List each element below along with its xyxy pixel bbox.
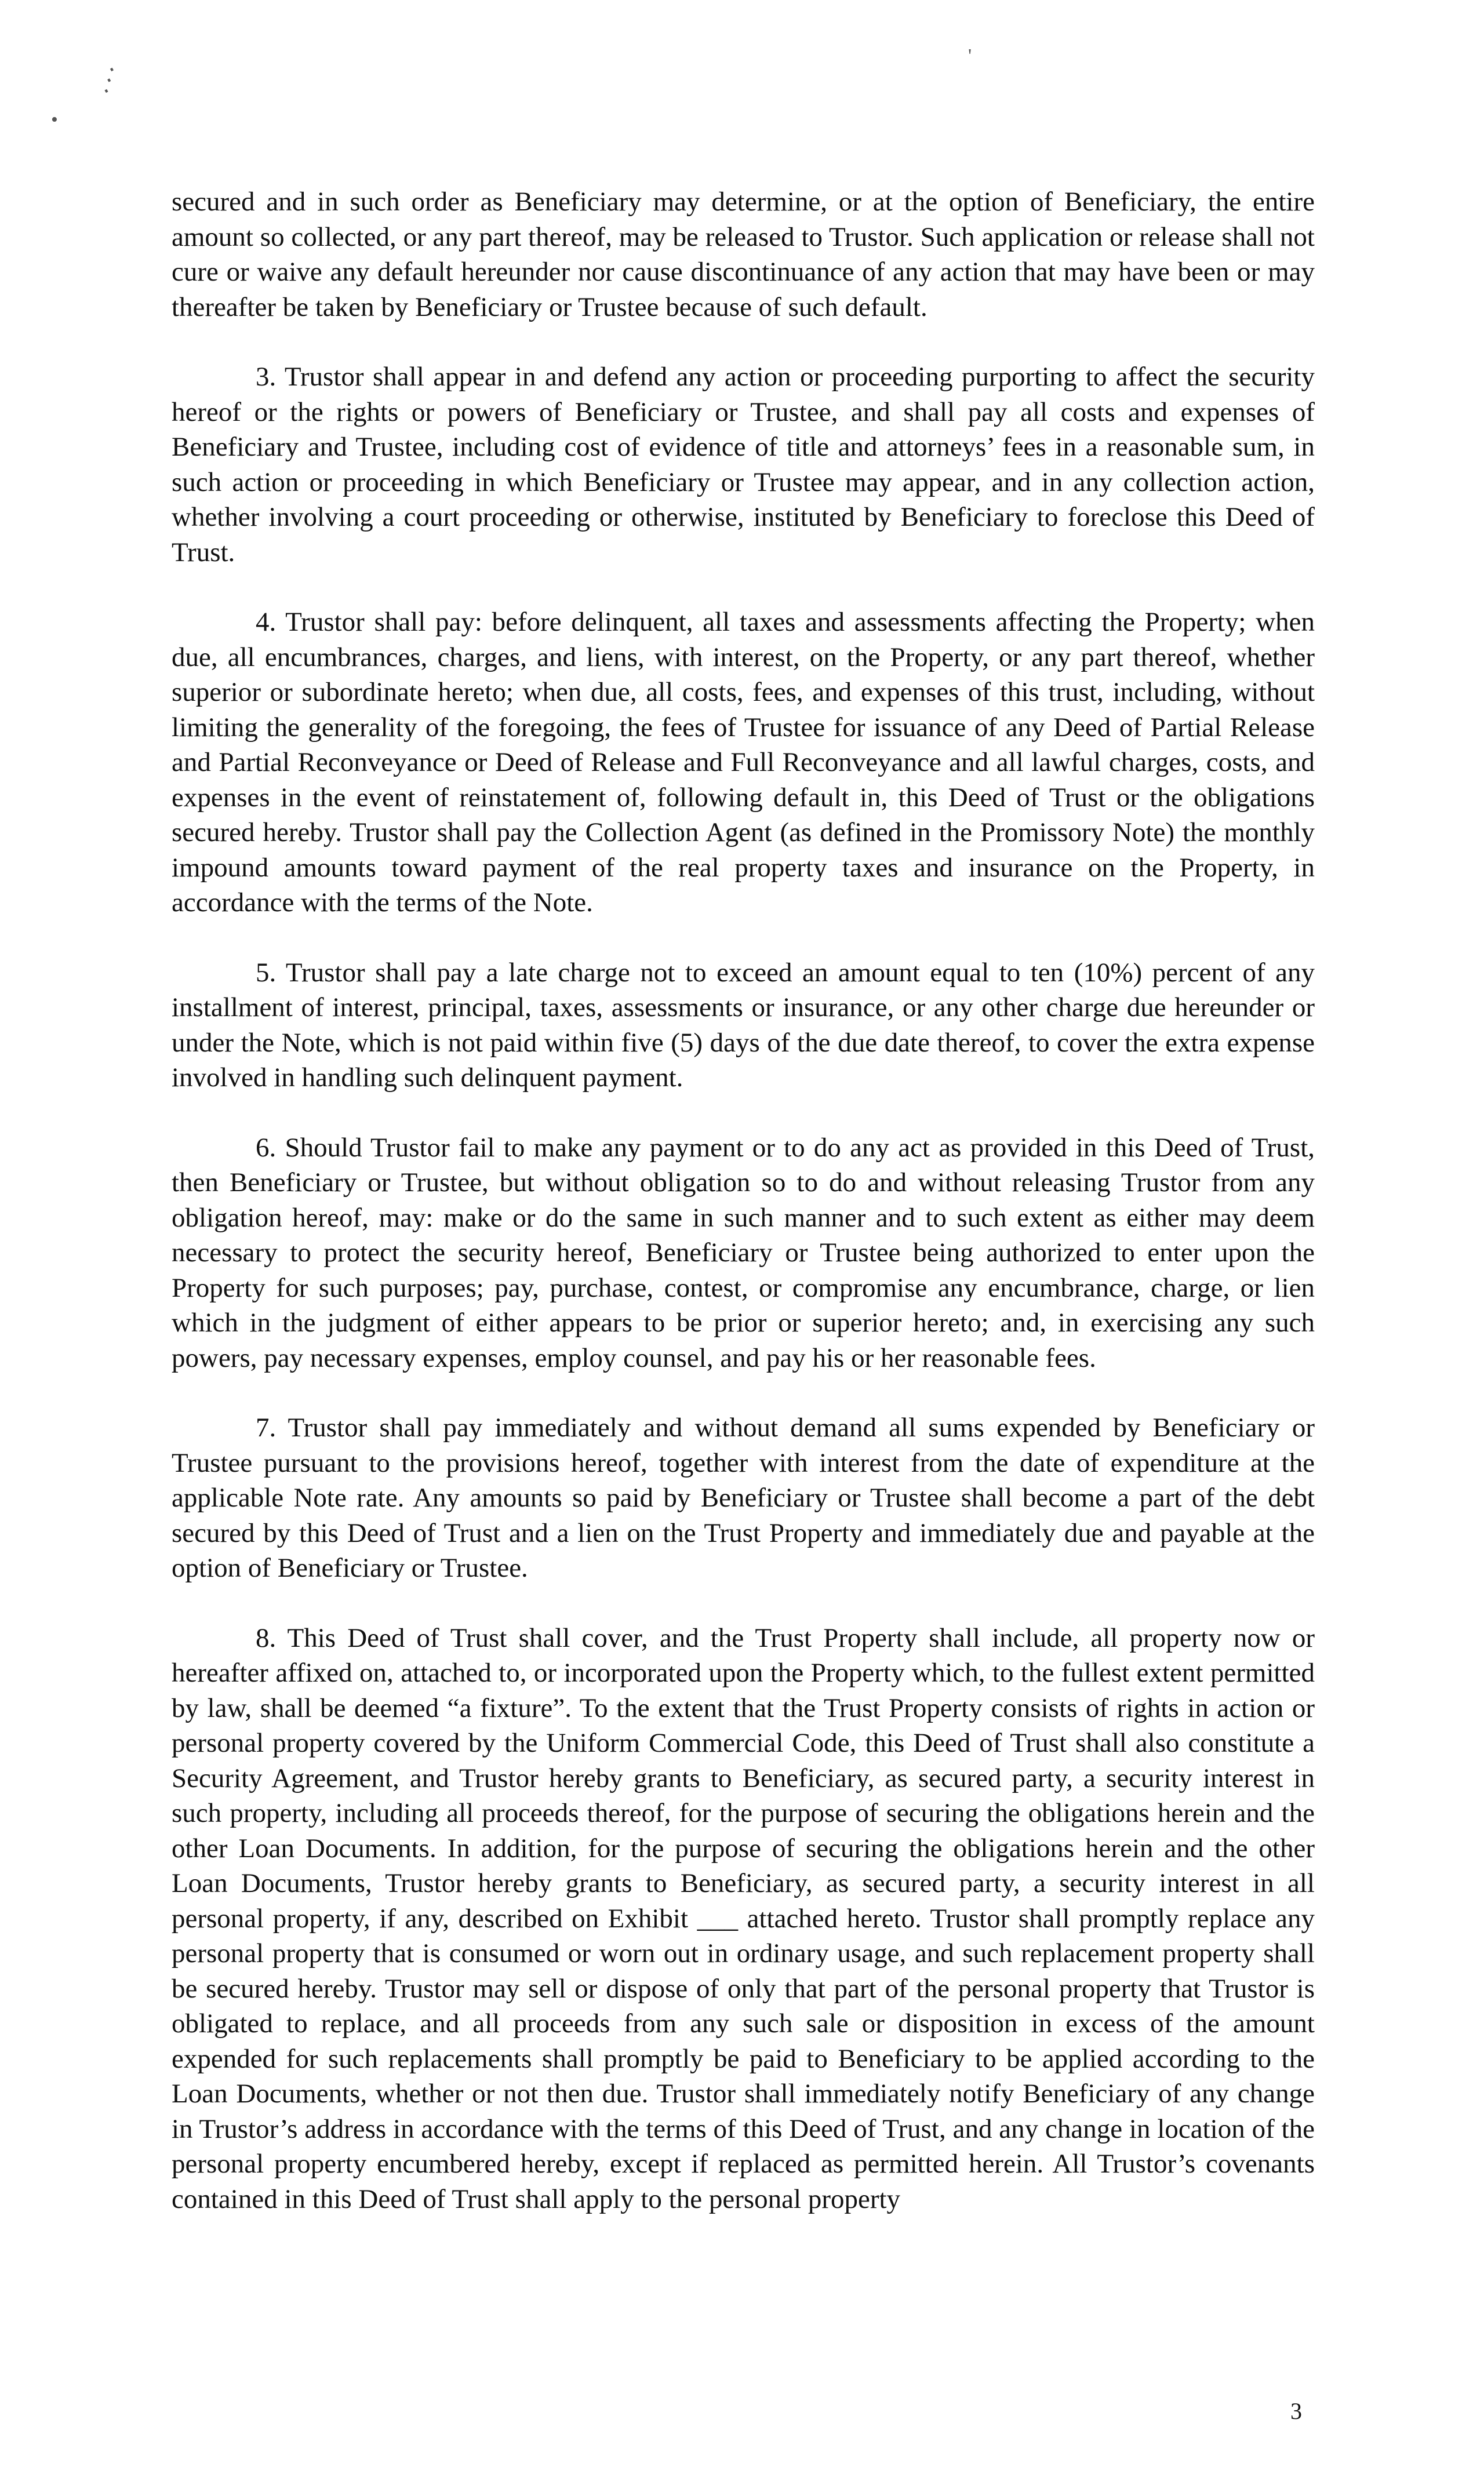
paragraph-4: 4. Trustor shall pay: before delinquent, all taxes and assessments affecting the Property; when due, all encumbrances, charges, and liens, with interest, on the Property, or any part thereof, whether superior or subordinate hereto; when due, all costs, fees, and expenses of this trust, including, without limiting the generality of the foregoing, the fees of Trustee for issuance of any Deed of Partial Release and Partial Reconveyance or Deed of Release and Full Reconveyance and all lawful charges, costs, and expenses in the event of reinstatement of, following default in, this Deed of Trust or the obligations secured hereby. Trustor shall pay the Collection Agent (as defined in the Promissory Note) the monthly impound amounts toward payment of the real property taxes and insurance on the Property, in accordance with the terms of the Note. xyxy=(172,607,1315,918)
page-number: 3 xyxy=(1290,2398,1302,2424)
scan-artifact-mark: ⋰ xyxy=(92,63,126,97)
paragraph-7: 7. Trustor shall pay immediately and without demand all sums expended by Beneficiary or Trustee pursuant to the provisions hereof, together with interest from the date of expenditure at the applicable Note rate. Any amounts so paid by Beneficiary or Trustee shall become a part of the debt secured by this Deed of Trust and a lien on the Trust Property and immediately due and payable at the option of Beneficiary or Trustee. xyxy=(172,1413,1315,1583)
scan-artifact-dot: • xyxy=(51,109,58,130)
paragraph-8: 8. This Deed of Trust shall cover, and the Trust Property shall include, all property now or hereafter affixed on, attached to, or incorporated upon the Property which, to the fullest extent permitted by law, shall be deemed “a fixture”. To the extent that the Trust Property consists of rights in action or personal property covered by the Uniform Commercial Code, this Deed of Trust shall also constitute a Security Agreement, and Trustor hereby grants to Beneficiary, as secured party, a security interest in such property, including all proceeds thereof, for the purpose of securing the obligations herein and the other Loan Documents. In addition, for the purpose of securing the obligations herein and the other Loan Documents, Trustor hereby grants to Beneficiary, as secured party, a security interest in all personal property, if any, described on Exhibit ___ attached hereto. Trustor shall promptly replace any personal property that is consumed or worn out in ordinary usage, and such replacement property shall be secured hereby. Trustor may sell or dispose of only that part of the personal property that Trustor is obligated to replace, and all proceeds from any such sale or disposition in excess of the amount expended for such replacements shall promptly be paid to Beneficiary to be applied according to the Loan Documents, whether or not then due. Trustor shall immediately notify Beneficiary of any change in Trustor’s address in accordance with the terms of this Deed of Trust, and any change in location of the personal property encumbered hereby, except if replaced as permitted herein. All Trustor’s covenants contained in this Deed of Trust shall apply to the personal property xyxy=(172,1622,1315,2214)
scan-artifact-tick: ' xyxy=(968,45,972,67)
document-body xyxy=(172,184,1315,2251)
paragraph-continuation: secured and in such order as Beneficiary may determine, or at the option of Beneficiary, the entire amount so collected, or any part thereof, may be released to Trustor. Such application or release shall not cure or waive any default hereunder nor cause discontinuance of any action that may have been or may thereafter be taken by Beneficiary or Trustee because of such default. xyxy=(172,187,1315,322)
paragraph-5: 5. Trustor shall pay a late charge not to exceed an amount equal to ten (10%) percent of any installment of interest, principal, taxes, assessments or insurance, or any other charge due hereunder or under the Note, which is not paid within five (5) days of the due date thereof, to cover the extra expense involved in handling such delinquent payment. xyxy=(172,957,1315,1093)
paragraph-3: 3. Trustor shall appear in and defend any action or proceeding purporting to affect the security hereof or the rights or powers of Beneficiary or Trustee, and shall pay all costs and expenses of Beneficiary and Trustee, including cost of evidence of title and attorneys’ fees in a reasonable sum, in such action or proceeding in which Beneficiary or Trustee may appear, and in any collection action, whether involving a court proceeding or otherwise, instituted by Beneficiary to foreclose this Deed of Trust. xyxy=(172,362,1315,567)
paragraph-6: 6. Should Trustor fail to make any payment or to do any act as provided in this Deed of Trust, then Beneficiary or Trustee, but without obligation so to do and without releasing Trustor from any obligation hereof, may: make or do the same in such manner and to such extent as either may deem necessary to protect the security hereof, Beneficiary or Trustee being authorized to enter upon the Property for such purposes; pay, purchase, contest, or compromise any encumbrance, charge, or lien which in the judgment of either appears to be prior or superior hereto; and, in exercising any such powers, pay necessary expenses, employ counsel, and pay his or her reasonable fees. xyxy=(172,1132,1315,1373)
